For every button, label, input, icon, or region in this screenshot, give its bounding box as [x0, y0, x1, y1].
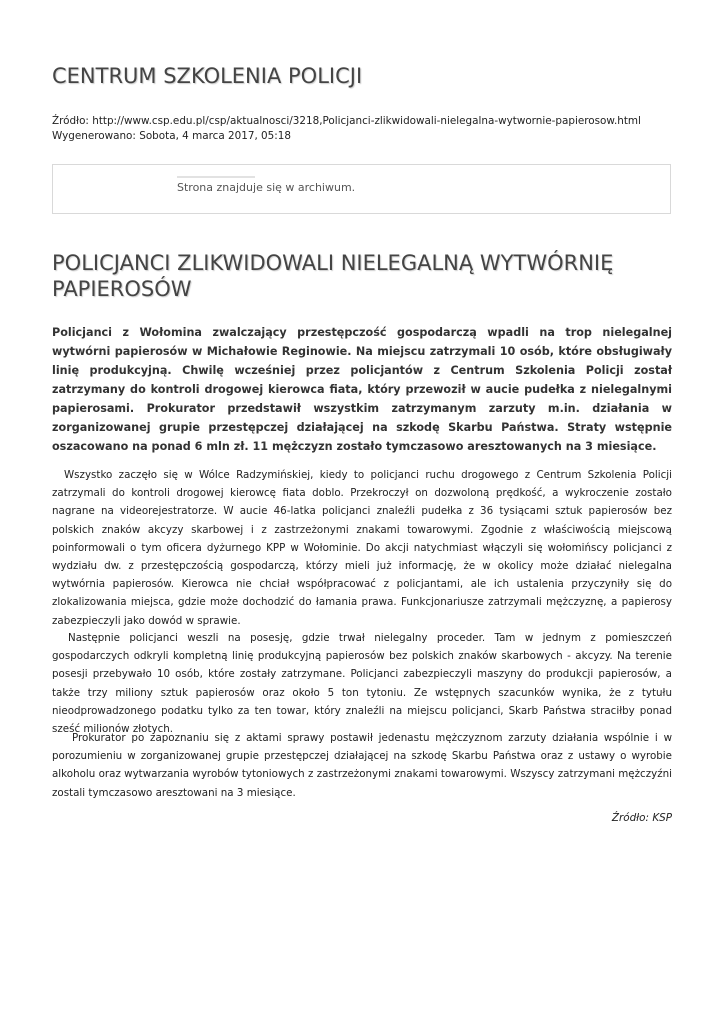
page-meta — [52, 114, 641, 144]
article-source-note: Źródło: KSP — [611, 812, 672, 824]
archive-notice-divider — [177, 176, 255, 178]
article-title: POLICJANCI ZLIKWIDOWALI NIELEGALNĄ WYTWÓRNIĘ PAPIEROSÓW — [52, 251, 614, 301]
site-title: CENTRUM SZKOLENIA POLICJI — [52, 64, 363, 88]
article-lead: Policjanci z Wołomina zwalczający przestępczość gospodarczą wpadli na trop nielegalnej wytwórni papierosów w Michałowie Reginowie. Na miejscu zatrzymali 10 osób, które obsługiwały linię produkcyjną. Chwilę wcześniej przez policjantów z Centrum Szkolenia Policji został zatrzymany do kontroli drogowej kierowca fiata, który przewoził w aucie pudełka z nielegalnymi papierosami. Prokurator przedstawił wszystkim zatrzymanym zarzuty m.in. działania w zorganizowanej grupie przestępczej działającej na szkodę Skarbu Państwa. Straty wstępnie oszacowano na ponad 6 mln zł. 11 mężczyzn zostało tymczasowo aresztowanych na 3 miesiące. — [52, 326, 672, 453]
generated-date-line: Wygenerowano: Sobota, 4 marca 2017, 05:18 — [52, 130, 291, 142]
article-paragraph: Następnie policjanci weszli na posesję, gdzie trwał nielegalny proceder. Tam w jednym z pomieszczeń gospodarczych odkryli kompletną linię produkcyjną papierosów bez polskich znaków skarbowych - akcyzy. Na terenie posesji przebywało 10 osób, które zostały zatrzymane. Policjanci zabezpieczyli maszyny do produkcji papierosów, a także trzy miliony sztuk papierosów oraz około 5 ton tytoniu. Ze wstępnych szacunków wynika, że z tytułu nieodprowadzonego podatku tylko za ten towar, który znaleźli na miejscu policjanci, Skarb Państwa straciłby ponad sześć milionów złotych. — [52, 632, 672, 736]
article-paragraph: Wszystko zaczęło się w Wólce Radzymińskiej, kiedy to policjanci ruchu drogowego z Centrum Szkolenia Policji zatrzymali do kontroli drogowej kierowcę fiata doblo. Przekroczył on dozwoloną prędkość, a wykroczenie zostało nagrane na videorejestratorze. W aucie 46-latka policjanci znaleźli pudełka z 36 tysiącami sztuk papierosów bez polskich znaków akcyzy skarbowej i z zastrzeżonymi znakami towarowymi. Zgodnie z właściwością miejscową poinformowali o tym oficera dyżurnego KPP w Wołominie. Do akcji natychmiast włączyli się wołomińscy policjanci z wydziału dw. z przestępczością gospodarczą, którzy mieli już informację, że w okolicy może działać nielegalna wytwórnia papierosów. Kierowca nie chciał współpracować z policjantami, ale ich ustalenia przyczyniły się do zlokalizowania miejsca, gdzie może dochodzić do łamania prawa. Funkcjonariusze zatrzymali mężczyznę, a papierosy zabezpieczyli jako dowód w sprawie. — [52, 469, 672, 627]
article-paragraph: Prokurator po zapoznaniu się z aktami sprawy postawił jedenastu mężczyznom zarzuty działania wspólnie i w porozumieniu w zorganizowanej grupie przestępczej działającej na szkodę Skarbu Państwa oraz z ustawy o wyrobie alkoholu oraz wytwarzania wyrobów tytoniowych z zastrzeżonymi znakami towarowymi. Wszyscy zatrzymani mężczyźni zostali tymczasowo aresztowani na 3 miesiące. — [52, 732, 672, 799]
archive-notice-box — [52, 164, 671, 214]
archive-notice-text: Strona znajduje się w archiwum. — [177, 181, 356, 194]
source-url-line: Źródło: http://www.csp.edu.pl/csp/aktualnosci/3218,Policjanci-zlikwidowali-nielegalna-wytwornie-papierosow.html — [52, 115, 641, 127]
